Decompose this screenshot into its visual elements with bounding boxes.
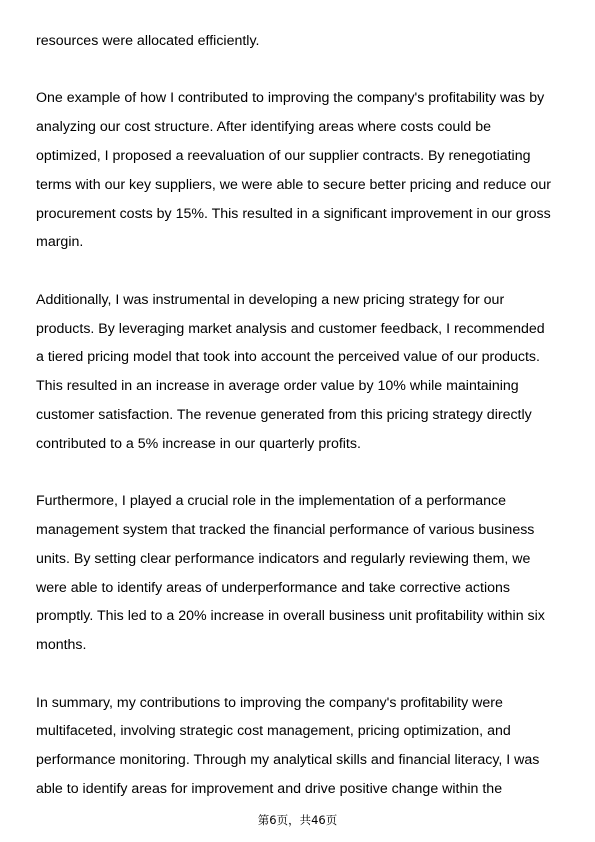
text-line: customer satisfaction. The revenue generated from this pricing strategy directly — [36, 406, 532, 423]
document-body — [36, 27, 566, 832]
text-line: units. By setting clear performance indicators and regularly reviewing them, we — [36, 550, 531, 567]
text-line: promptly. This led to a 20% increase in overall business unit profitability within six — [36, 608, 545, 625]
text-line: terms with our key suppliers, we were able to secure better pricing and reduce our — [36, 176, 551, 193]
text-line: optimized, I proposed a reevaluation of our supplier contracts. By renegotiating — [36, 147, 531, 164]
text-line: contributed to a 5% increase in our quarterly profits. — [36, 435, 361, 452]
text-line: management system that tracked the financial performance of various business — [36, 521, 535, 538]
paragraph — [36, 286, 566, 459]
text-line: performance monitoring. Through my analytical skills and financial literacy, I was — [36, 752, 540, 769]
page-number-footer: 第6页，共46页 — [257, 813, 338, 827]
text-line: months. — [36, 637, 87, 654]
text-line: able to identify areas for improvement and drive positive change within the — [36, 780, 503, 797]
text-line: multifaceted, involving strategic cost management, pricing optimization, and — [36, 723, 511, 740]
text-line: a tiered pricing model that took into account the perceived value of our products. — [36, 349, 540, 366]
text-line: margin. — [36, 234, 84, 251]
text-line: resources were allocated efficiently. — [36, 33, 260, 49]
text-line: procurement costs by 15%. This resulted in a significant improvement in our gross — [36, 205, 551, 222]
paragraph — [36, 689, 566, 804]
paragraph — [36, 487, 566, 660]
text-line: analyzing our cost structure. After identifying areas where costs could be — [36, 119, 492, 136]
paragraph — [36, 27, 566, 56]
text-line: products. By leveraging market analysis and customer feedback, I recommended — [36, 320, 545, 337]
text-line: One example of how I contributed to improving the company's profitability was by — [36, 90, 545, 107]
text-line: Furthermore, I played a crucial role in the implementation of a performance — [36, 493, 506, 510]
text-line: Additionally, I was instrumental in developing a new pricing strategy for our — [36, 291, 505, 308]
text-line: were able to identify areas of underperformance and take corrective actions — [36, 579, 510, 596]
text-line: This resulted in an increase in average order value by 10% while maintaining — [36, 378, 519, 395]
text-line: In summary, my contributions to improving the company's profitability were — [36, 694, 503, 711]
paragraph — [36, 84, 566, 257]
